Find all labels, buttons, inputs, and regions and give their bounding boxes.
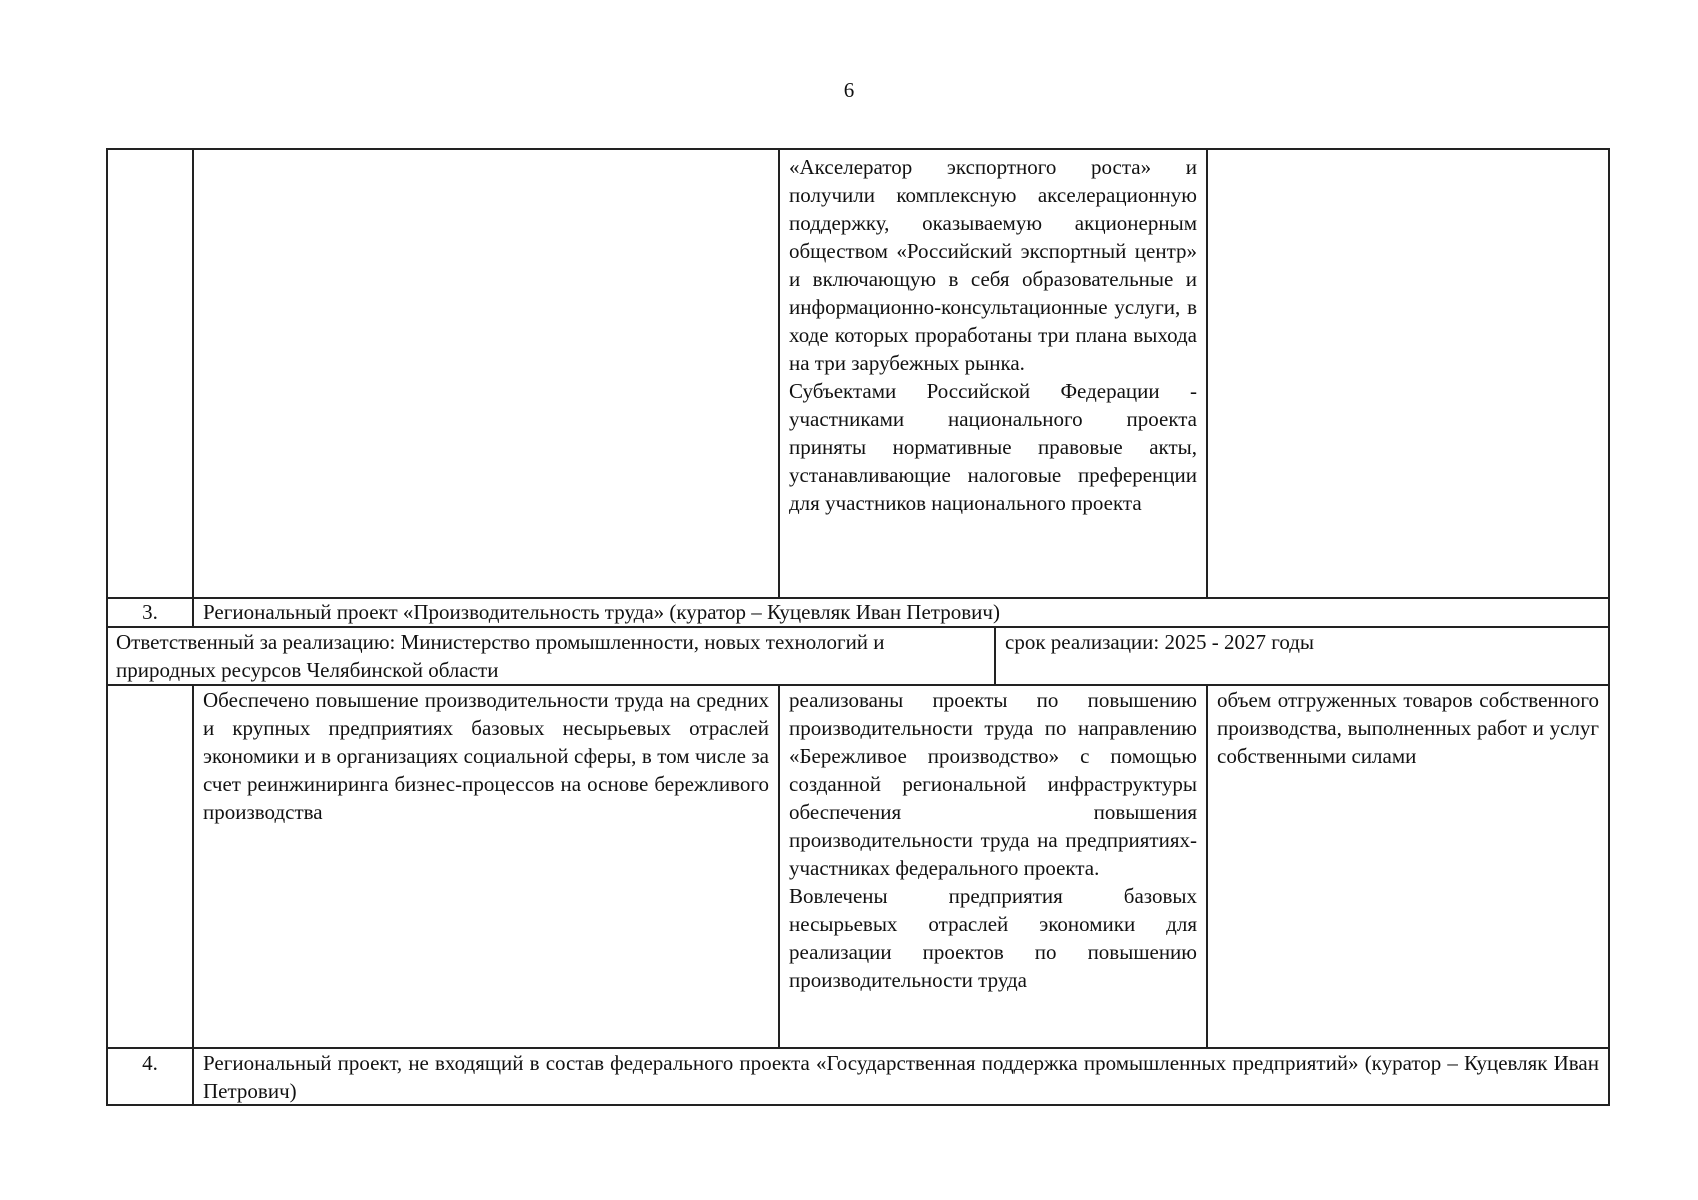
continuation-result-paragraph: «Акселератор экспортного роста» и получили комплексную акселерационную поддержку, оказываемую акционерным обществом «Российский экспортный центр» и включающую в себя образовательные и информационно-консультационные услуги, в ходе которых проработаны три плана выхода на три зарубежных рынка. (789, 155, 1197, 375)
table-rule (192, 148, 194, 598)
continuation-result-paragraph: Субъектами Российской Федерации - участниками национального проекта приняты нормативные правовые акты, устанавливающие налоговые преференции для участников национального проекта (789, 379, 1197, 515)
section-4-number: 4. (142, 1051, 158, 1075)
section-3-result-paragraph: Вовлечены предприятия базовых несырьевых отраслей экономики для реализации проектов по повышению производительности труда (789, 884, 1197, 992)
table-rule (1608, 148, 1610, 1106)
section-3-result-paragraph: реализованы проекты по повышению производительности труда по направлению «Бережливое производство» с помощью созданной региональной инфраструктуры обеспечения повышения производительности труда на предприятиях-участниках федерального проекта. (789, 688, 1197, 880)
page-number: 6 (843, 78, 855, 102)
section-3-number: 3. (142, 600, 158, 624)
table-rule (1206, 148, 1208, 598)
continuation-results-cell (780, 150, 1206, 597)
section-3-indicator: объем отгруженных товаров собственного производства, выполненных работ и услуг собственными силами (1217, 688, 1599, 768)
section-3-responsible: Ответственный за реализацию: Министерство промышленности, новых технологий и природных ресурсов Челябинской области (116, 630, 885, 682)
projects-table (106, 148, 1610, 1106)
section-4-title: Региональный проект, не входящий в состав федерального проекта «Государственная поддержка промышленных предприятий» (куратор – Куцевляк Иван Петрович) (203, 1051, 1599, 1103)
section-3-task: Обеспечено повышение производительности труда на средних и крупных предприятиях базовых несырьевых отраслей экономики и в организациях социальной сферы, в том числе за счет реинжиниринга бизнес-процессов на основе бережливого производства (203, 688, 769, 824)
table-rule (106, 1104, 1610, 1106)
section-3-title: Региональный проект «Производительность труда» (куратор – Куцевляк Иван Петрович) (203, 600, 1000, 624)
section-3-period: срок реализации: 2025 - 2027 годы (1005, 630, 1315, 654)
section-3-results-cell (780, 686, 1206, 1047)
table-rule (106, 148, 108, 1106)
